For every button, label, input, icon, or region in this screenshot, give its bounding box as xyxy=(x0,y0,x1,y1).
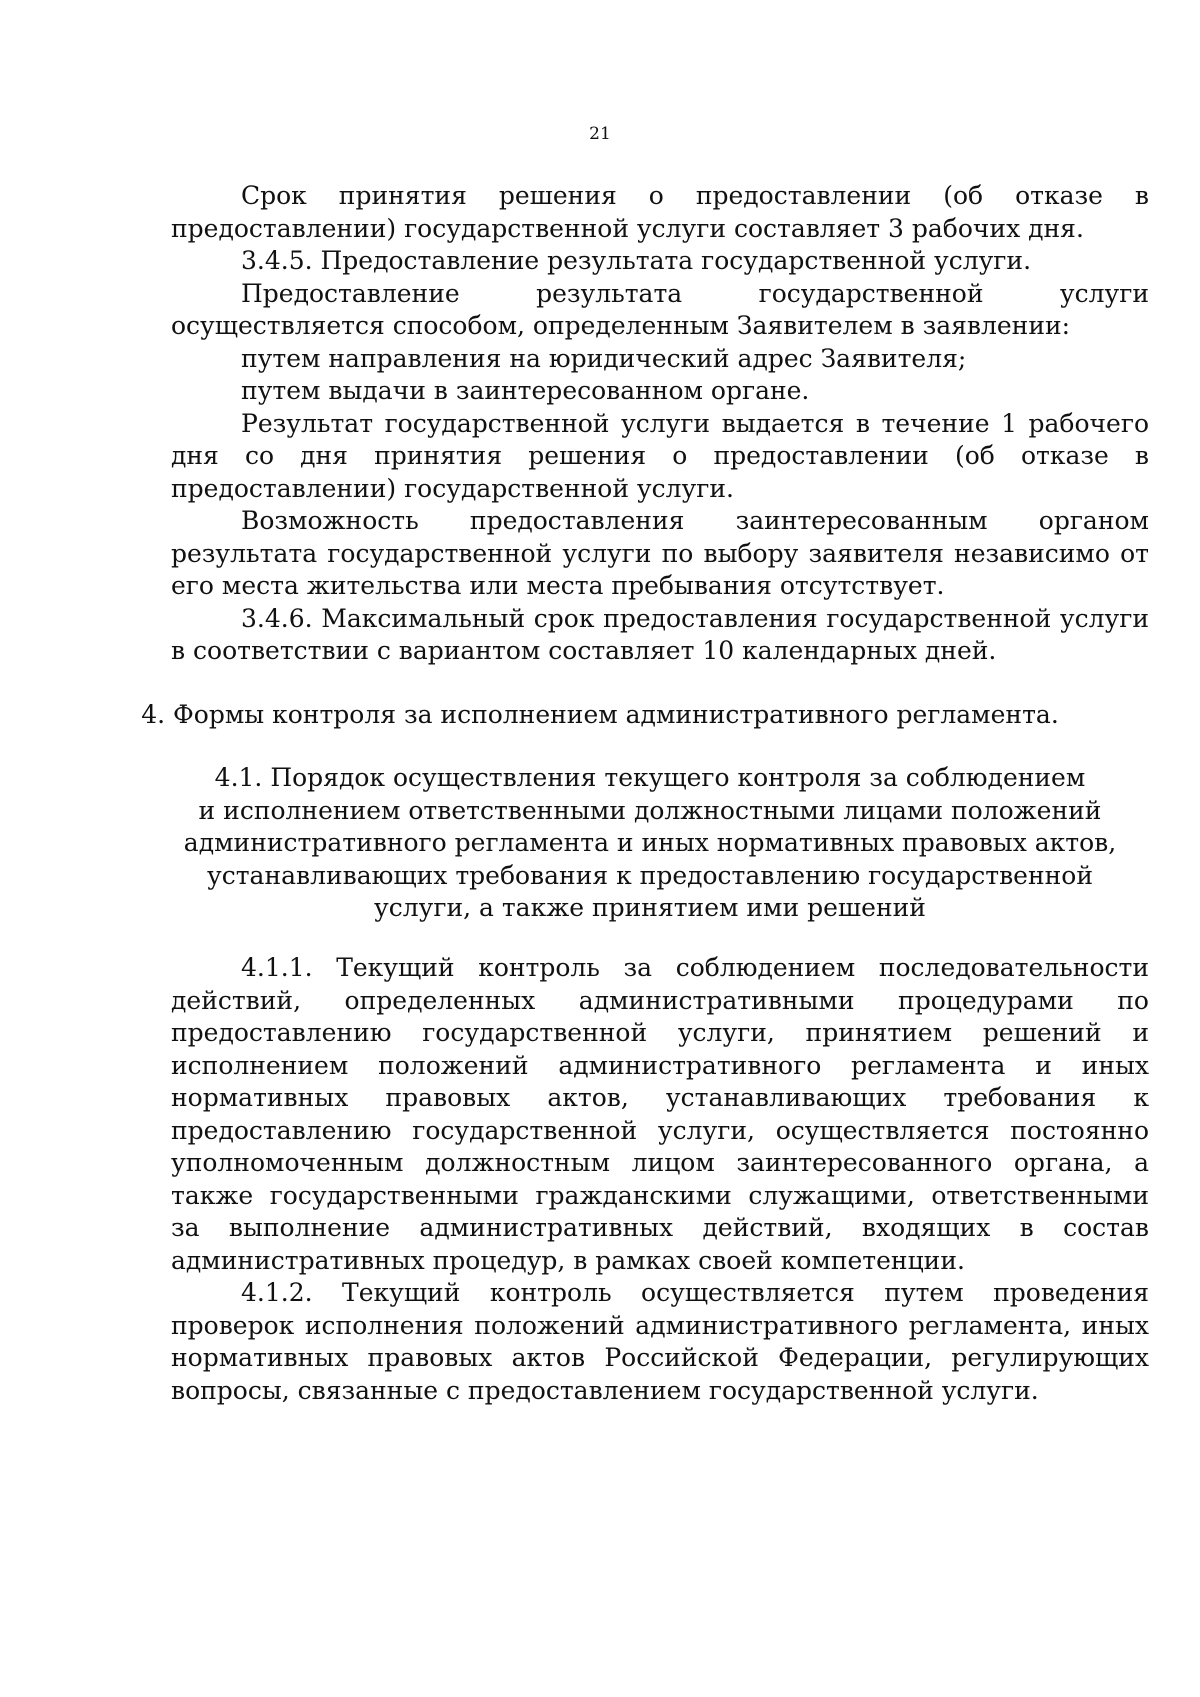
paragraph: 3.4.5. Предоставление результата государственной услуги. xyxy=(241,246,1032,275)
paragraph: Возможность предоставления заинтересованным органом результата государственной услуги по выбору заявителя независимо от его места жительства или места пребывания отсутствует. xyxy=(171,506,1149,600)
paragraph: 4.1.1. Текущий контроль за соблюдением последовательности действий, определенных административными процедурами по предоставлению государственной услуги, принятием решений и исполнением положений административного регламента и иных нормативных правовых актов, устанавливающих требования к предоставлению государственной услуги, осуществляется постоянно уполномоченным должностным лицом заинтересованного органа, а также государственными гражданскими служащими, ответственными за выполнение административных действий, входящих в состав административных процедур, в рамках своей компетенции. xyxy=(171,953,1149,1275)
section-3-4-text xyxy=(171,180,1149,668)
paragraph: Предоставление результата государственной услуги осуществляется способом, определенным Заявителем в заявлении: xyxy=(171,278,1149,340)
paragraph: 3.4.6. Максимальный срок предоставления государственной услуги в соответствии с вариантом составляет 10 календарных дней. xyxy=(171,603,1149,665)
heading-line: устанавливающих требования к предоставлению государственной xyxy=(207,860,1093,890)
heading-line: и исполнением ответственными должностными лицами положений xyxy=(198,795,1102,825)
heading-line: административного регламента и иных нормативных правовых актов, xyxy=(183,828,1117,857)
section-heading: 4. Формы контроля за исполнением административного регламента. xyxy=(141,700,1059,729)
heading-line: услуги, а также принятием ими решений xyxy=(374,893,926,922)
section-4-1-text xyxy=(171,952,1149,1407)
page-number: 21 xyxy=(589,124,611,144)
paragraph: Срок принятия решения о предоставлении (об отказе в предоставлении) государственной услуги составляет 3 рабочих дня. xyxy=(171,181,1149,243)
paragraph: путем выдачи в заинтересованном органе. xyxy=(241,376,810,405)
section-4-heading xyxy=(0,699,1200,732)
heading-line: 4.1. Порядок осуществления текущего контроля за соблюдением xyxy=(214,763,1086,792)
paragraph: 4.1.2. Текущий контроль осуществляется путем проведения проверок исполнения положений административного регламента, иных нормативных правовых актов Российской Федерации, регулирующих вопросы, связанные с предоставлением государственной услуги. xyxy=(171,1278,1149,1405)
paragraph: путем направления на юридический адрес Заявителя; xyxy=(241,343,967,373)
paragraph: Результат государственной услуги выдается в течение 1 рабочего дня со дня принятия решения о предоставлении (об отказе в предоставлении) государственной услуги. xyxy=(171,408,1149,503)
subsection-4-1-heading xyxy=(150,762,1150,925)
